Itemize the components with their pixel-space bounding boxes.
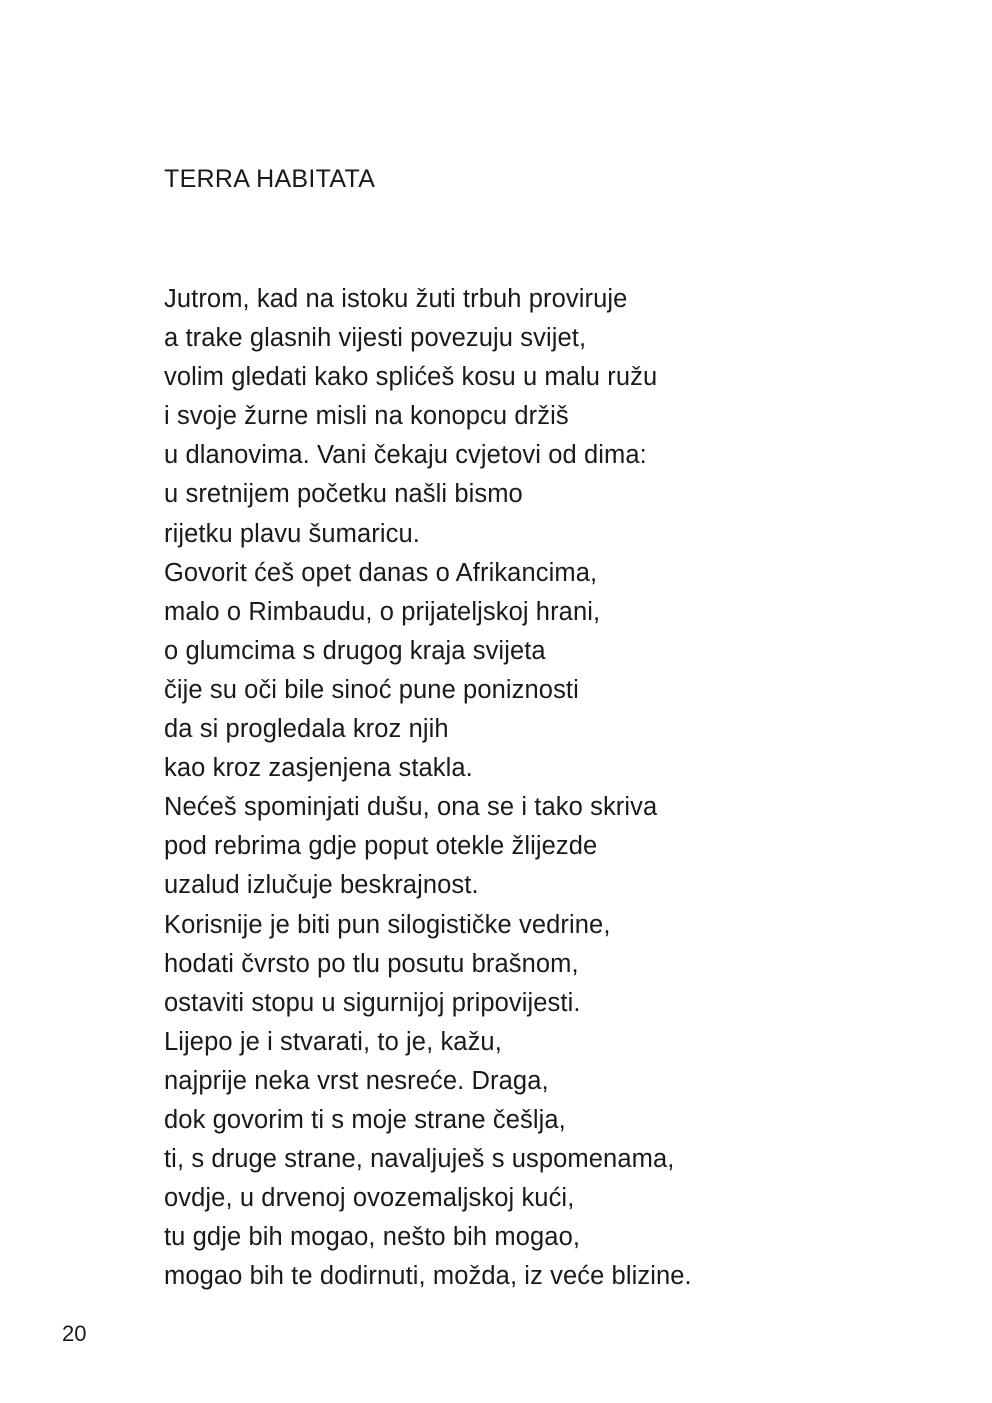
poem-line: da si progledala kroz njih [164,715,449,744]
poem-line: i svoje žurne misli na konopcu držiš [164,402,569,431]
poem-line: dok govorim ti s moje strane češlja, [164,1105,566,1134]
poem-line: volim gledati kako splićeš kosu u malu ružu [164,363,658,392]
poem-line: malo o Rimbaudu, o prijateljskoj hrani, [164,597,601,626]
page-number: 20 [62,1321,87,1346]
poem-line: o glumcima s drugog kraja svijeta [164,636,546,665]
poem-line: kao kroz zasjenjena stakla. [164,754,473,783]
poem-line: Jutrom, kad na istoku žuti trbuh proviruje [164,285,628,313]
poem-line: pod rebrima gdje poput otekle žlijezde [164,832,598,861]
poem-line: rijetku plavu šumaricu. [164,519,420,548]
poem-body [164,280,964,1296]
poem-line: Lijepo je i stvarati, to je, kažu, [164,1027,502,1056]
poem-line: mogao bih te dodirnuti, možda, iz veće blizine. [164,1262,692,1291]
poem-line: hodati čvrsto po tlu posutu brašnom, [164,949,579,978]
poem-line: ti, s druge strane, navaljuješ s uspomenama, [164,1145,675,1174]
poem-line: Govorit ćeš opet danas o Afrikancima, [164,558,598,587]
poem-line: najprije neka vrst nesreće. Draga, [164,1066,549,1095]
poem-line: ostaviti stopu u sigurnijoj pripovijesti. [164,988,581,1017]
poem-line: čije su oči bile sinoć pune poniznosti [164,675,579,704]
poem-title: TERRA HABITATA [164,165,376,193]
poem-line: Nećeš spominjati dušu, ona se i tako skriva [164,793,658,822]
poem-line: tu gdje bih mogao, nešto bih mogao, [164,1223,581,1252]
poem-line: Korisnije je biti pun silogističke vedrine, [164,910,611,939]
poem-line: u dlanovima. Vani čekaju cvjetovi od dima: [164,441,647,470]
poem-line: ovdje, u drvenoj ovozemaljskoj kući, [164,1184,575,1213]
poem-line: u sretnijem početku našli bismo [164,480,523,509]
poem-line: uzalud izlučuje beskrajnost. [164,871,479,900]
poem-line: a trake glasnih vijesti povezuju svijet, [164,324,587,353]
